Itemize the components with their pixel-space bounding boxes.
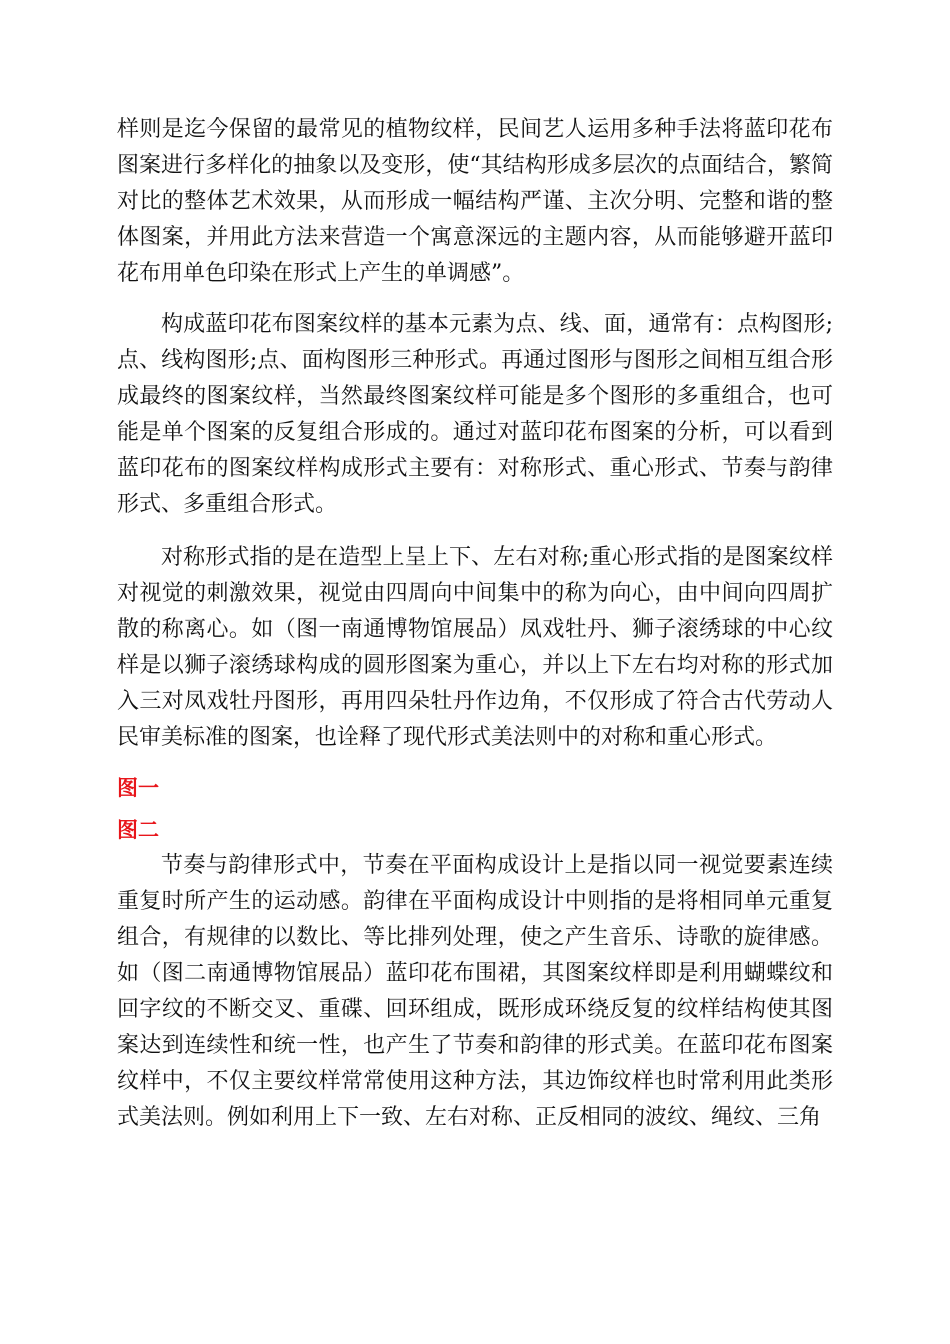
document-body	[117, 112, 833, 1136]
paragraph-intro-continuation: 样则是迄今保留的最常见的植物纹样，民间艺人运用多种手法将蓝印花布图案进行多样化的抽象以及变形，使“其结构形成多层次的点面结合，繁简对比的整体艺术效果，从而形成一幅结构严谨、主次分明、完整和谐的整体图案，并用此方法来营造一个寓意深远的主题内容，从而能够避开蓝印花布用单色印染在形式上产生的单调感”。	[117, 117, 833, 286]
figure-label-2: 图二	[117, 818, 159, 842]
paragraph-symmetry-center: 对称形式指的是在造型上呈上下、左右对称;重心形式指的是图案纹样对视觉的刺激效果，视觉由四周向中间集中的称为向心，由中间向四周扩散的称离心。如（图一南通博物馆展品）凤戏牡丹、狮子滚绣球的中心纹样是以狮子滚绣球构成的圆形图案为重心，并以上下左右均对称的形式加入三对凤戏牡丹图形，再用四朵牡丹作边角，不仅形成了符合古代劳动人民审美标准的图案，也诠释了现代形式美法则中的对称和重心形式。	[117, 545, 833, 750]
paragraph-basic-elements: 构成蓝印花布图案纹样的基本元素为点、线、面，通常有：点构图形;点、线构图形;点、面构图形三种形式。再通过图形与图形之间相互组合形成最终的图案纹样，当然最终图案纹样可能是多个图形的多重组合，也可能是单个图案的反复组合形成的。通过对蓝印花布图案的分析，可以看到蓝印花布的图案纹样构成形式主要有：对称形式、重心形式、节奏与韵律形式、多重组合形式。	[117, 312, 833, 517]
paragraph-rhythm: 节奏与韵律形式中，节奏在平面构成设计上是指以同一视觉要素连续重复时所产生的运动感。韵律在平面构成设计中则指的是将相同单元重复组合，有规律的以数比、等比排列处理，使之产生音乐、诗歌的旋律感。如（图二南通博物馆展品）蓝印花布围裙，其图案纹样即是利用蝴蝶纹和回字纹的不断交叉、重碟、回环组成，既形成环绕反复的纹样结构使其图案达到连续性和统一性，也产生了节奏和韵律的形式美。在蓝印花布图案纹样中，不仅主要纹样常常使用这种方法，其边饰纹样也时常利用此类形式美法则。例如利用上下一致、左右对称、正反相同的波纹、绳纹、三角	[117, 853, 833, 1130]
figure-label-1: 图一	[117, 776, 159, 800]
